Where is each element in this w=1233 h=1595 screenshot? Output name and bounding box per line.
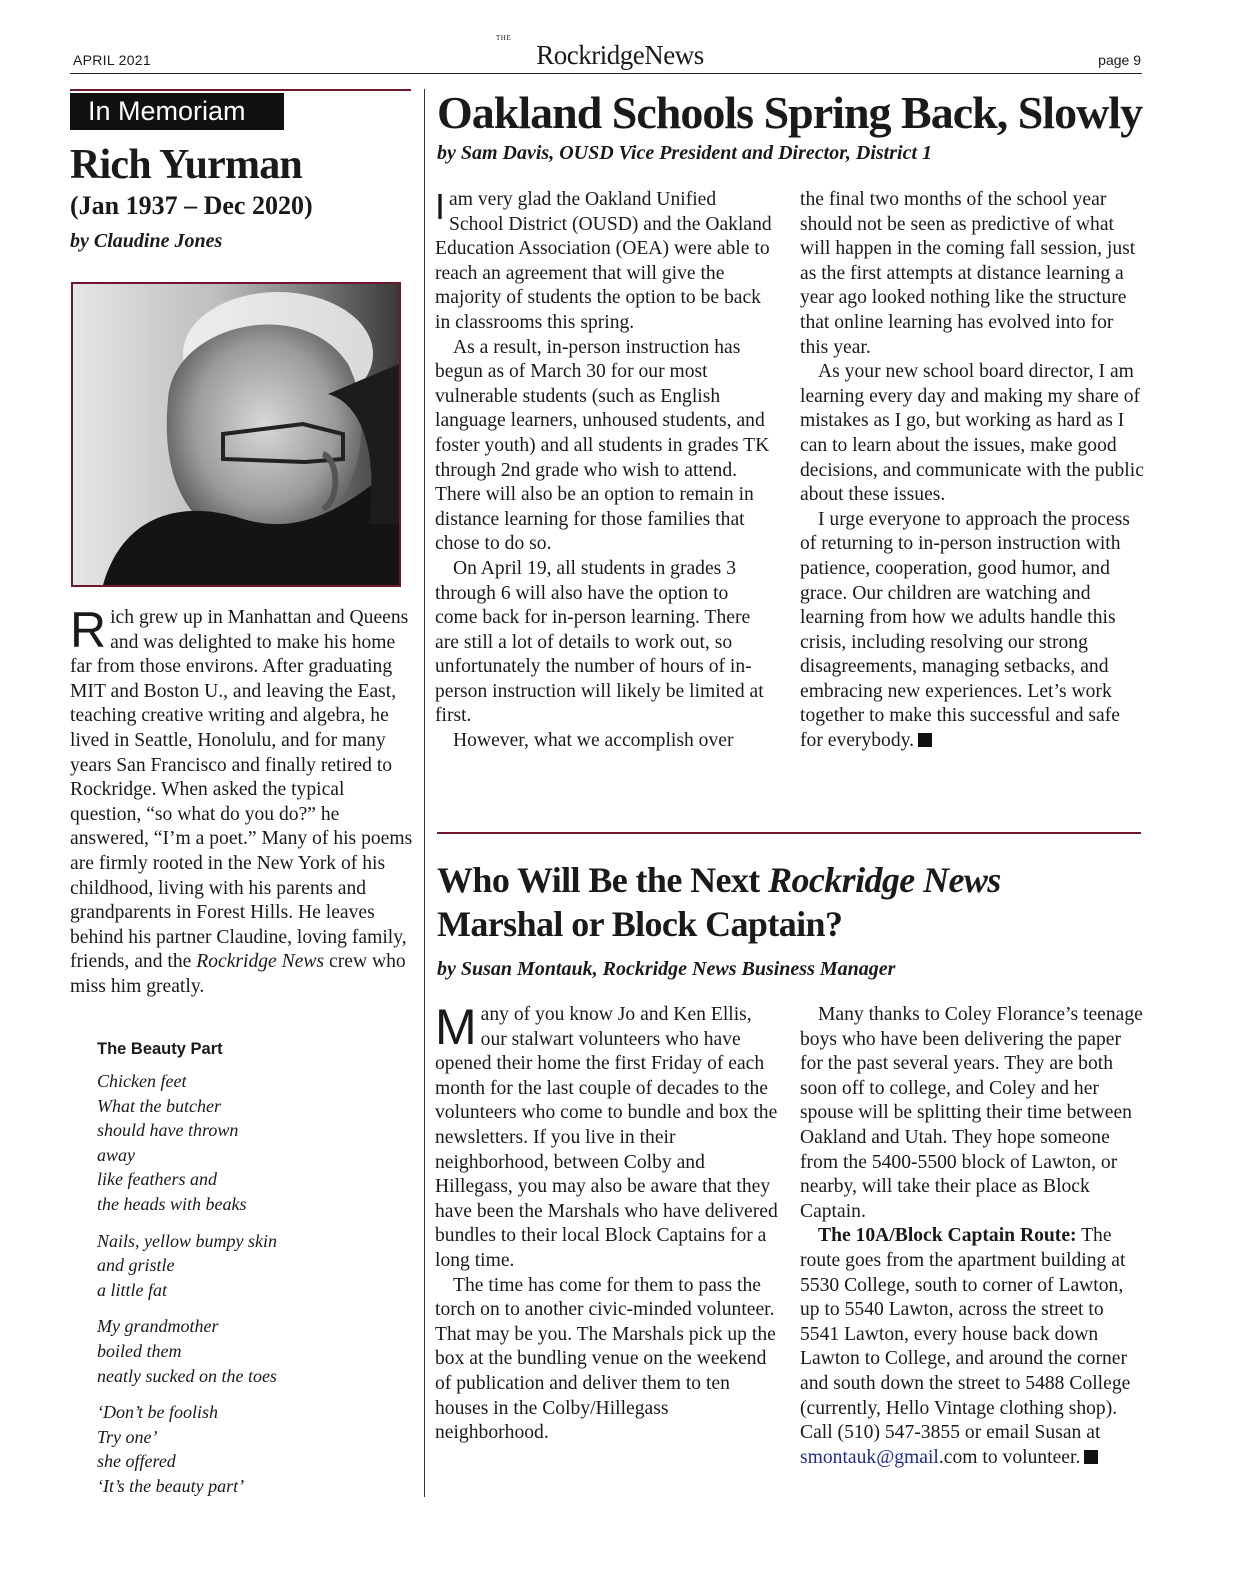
header-rule bbox=[70, 73, 1142, 74]
article2-headline-italic: Rockridge News bbox=[768, 860, 1001, 900]
poem-line: ‘Don’t be foolish bbox=[97, 1402, 218, 1423]
poem-stanza bbox=[97, 1400, 397, 1498]
poem-line: ‘It’s the beauty part’ bbox=[97, 1475, 245, 1496]
article1-headline: Oakland Schools Spring Back, Slowly bbox=[437, 87, 1143, 138]
poem-line: boiled them bbox=[97, 1340, 182, 1361]
poem-stanza bbox=[97, 1069, 397, 1217]
poem-line: and gristle bbox=[97, 1255, 175, 1276]
poem-line: Chicken feet bbox=[97, 1071, 187, 1091]
poem-line: should have thrown bbox=[97, 1120, 239, 1141]
memoriam-body bbox=[70, 602, 415, 1000]
poem-line: Try one’ bbox=[97, 1426, 158, 1447]
route-text-end: .com to volunteer. bbox=[938, 1446, 1081, 1468]
article1-paragraph: As your new school board director, I am learning every day and making my share of mistakes as I go, but working as hard as I can to learn about the issues, make good decisions, and communicate with the public about these issues. bbox=[800, 361, 1144, 506]
article-separator bbox=[437, 832, 1141, 834]
memoriam-dates: (Jan 1937 – Dec 2020) bbox=[70, 191, 313, 220]
article2-paragraph bbox=[435, 999, 778, 1274]
poem-line: My grandmother bbox=[97, 1316, 219, 1337]
poem-line: like feathers and bbox=[97, 1169, 217, 1190]
poem-line: the heads with beaks bbox=[97, 1193, 247, 1214]
poem-stanza bbox=[97, 1229, 397, 1303]
poem-line: a little fat bbox=[97, 1279, 167, 1300]
end-mark-icon bbox=[1084, 1450, 1098, 1464]
masthead-logo bbox=[470, 34, 770, 71]
poem-line: away bbox=[97, 1144, 135, 1165]
route-text: The route goes from the apartment building at 5530 College, south to corner of Lawton, up to 5540 Lawton, across the street to 5541 Lawton, every house back down Lawton to College, and around the corner and south down the street to 5488 College (currently, Hello Vintage clothing shop). Call (510) 547-3855 or email Susan at bbox=[800, 1225, 1131, 1444]
poem bbox=[97, 1069, 397, 1511]
article1-column-2 bbox=[800, 188, 1145, 754]
memoriam-italic-text: Rockridge News bbox=[196, 951, 325, 973]
article1-text: am very glad the Oakland Unified School District (OUSD) and the Oakland Education Association (OEA) were able to reach an agreement that will give the majority of students the option to be back in classrooms this spring. bbox=[435, 189, 772, 333]
masthead-the: THE bbox=[496, 34, 512, 42]
issue-date: APRIL 2021 bbox=[73, 52, 151, 68]
article1-paragraph bbox=[435, 188, 775, 336]
page-number: page 9 bbox=[1098, 52, 1141, 68]
memoriam-text: ich grew up in Manhattan and Queens and was delighted to make his home far from those environs. After graduating MIT and Boston U., and leaving the East, teaching creative writing and algebra, he lived in Seattle, Honolulu, and for many years San Francisco and finally retired to Rockridge. When asked the typical question, “so what do you do?” he answered, “I’m a poet.” Many of his poems are firmly rooted in the New York of his childhood, living with his parents and grandparents in Forest Hills. He leaves behind his partner Claudine, loving family, friends, and the bbox=[70, 607, 413, 973]
article1-paragraph: However, what we accomplish over bbox=[453, 730, 734, 752]
poem-stanza bbox=[97, 1314, 397, 1388]
article2-column-2 bbox=[800, 1003, 1145, 1470]
article1-text: I urge everyone to approach the process of returning to in-person instruction with patience, cooperation, good humor, and grace. Our children are watching and learning from how we adults handle this crisis, including resolving our strong disagreements, managing setbacks, and embracing new experiences. Let’s work together to make this successful and safe for everybody. bbox=[800, 508, 1130, 752]
memoriam-paragraph bbox=[70, 602, 415, 1000]
route-label: The 10A/Block Captain Route: bbox=[818, 1225, 1077, 1247]
poem-line: she offered bbox=[97, 1451, 176, 1472]
article1-paragraph: the final two months of the school year should not be seen as predictive of what will happen in the coming fall session, just as the first attempts at distance learning a year ago looked nothing like the structure that online learning has evolved into for this year. bbox=[800, 189, 1136, 358]
poem-line: Nails, yellow bumpy skin bbox=[97, 1230, 277, 1251]
portrait-photo bbox=[71, 282, 401, 587]
memoriam-dropcap: R bbox=[70, 602, 107, 658]
article2-dropcap: M bbox=[435, 999, 477, 1055]
memoriam-top-rule bbox=[70, 89, 411, 91]
article2-paragraph: Many thanks to Coley Florance’s teenage boys who have been delivering the paper for the past several years. They are both soon off to college, and Coley and her spouse will be splitting their time between Oakland and Utah. They hope someone from the 5400-5500 block of Lawton, or nearby, will take their place as Block Captain. bbox=[800, 1004, 1143, 1222]
memoriam-text-end: crew who miss him greatly. bbox=[70, 951, 406, 997]
poem-title: The Beauty Part bbox=[97, 1040, 223, 1058]
article2-paragraph bbox=[800, 1224, 1145, 1470]
article1-paragraph bbox=[800, 508, 1145, 754]
poem-line: What the butcher bbox=[97, 1095, 221, 1116]
article2-headline-part: Marshal or Block Captain? bbox=[437, 904, 843, 944]
article1-byline: by Sam Davis, OUSD Vice President and Director, District 1 bbox=[437, 142, 932, 164]
article2-byline: by Susan Montauk, Rockridge News Business Manager bbox=[437, 958, 896, 980]
section-label: In Memoriam bbox=[70, 93, 284, 130]
email-link[interactable]: smontauk@gmail bbox=[800, 1446, 939, 1468]
article2-headline-part: Who Will Be the Next bbox=[437, 860, 769, 900]
memoriam-title: Rich Yurman bbox=[70, 142, 302, 188]
article1-paragraph: As a result, in-person instruction has begun as of March 30 for our most vulnerable students (such as English language learners, unhoused students, and foster youth) and all students in grades TK through 2nd grade who wish to attend. There will also be an option to remain in distance learning for those families that chose to do so. bbox=[435, 336, 770, 555]
article1-column-1 bbox=[435, 188, 775, 754]
end-mark-icon bbox=[918, 733, 932, 747]
article1-dropcap: I bbox=[435, 186, 446, 227]
article2-text: any of you know Jo and Ken Ellis, our stalwart volunteers who have opened their home the first Friday of each month for the last couple of decades to the volunteers who come to bundle and box the newsletters. If you live in their neighborhood, between Colby and Hillegass, you may also be aware that they have been the Marshals who have delivered bundles to their local Block Captains for a long time. bbox=[435, 1004, 778, 1271]
article2-column-1 bbox=[435, 999, 778, 1446]
poem-line: neatly sucked on the toes bbox=[97, 1365, 277, 1386]
article1-paragraph: On April 19, all students in grades 3 through 6 will also have the option to come back for in-person learning. There are still a lot of details to work out, so unfortunately the number of hours of in-person instruction will likely be limited at first. bbox=[435, 557, 764, 727]
memoriam-byline: by Claudine Jones bbox=[70, 230, 223, 252]
article2-paragraph: The time has come for them to pass the torch on to another civic-minded volunteer. That may be you. The Marshals pick up the box at the bundling venue on the weekend of publication and deliver them to ten houses in the Colby/Hillegass neighborhood. bbox=[435, 1274, 776, 1444]
masthead-name: RockridgeNews bbox=[536, 40, 704, 70]
column-divider bbox=[424, 89, 425, 1497]
article2-headline bbox=[437, 858, 1001, 946]
